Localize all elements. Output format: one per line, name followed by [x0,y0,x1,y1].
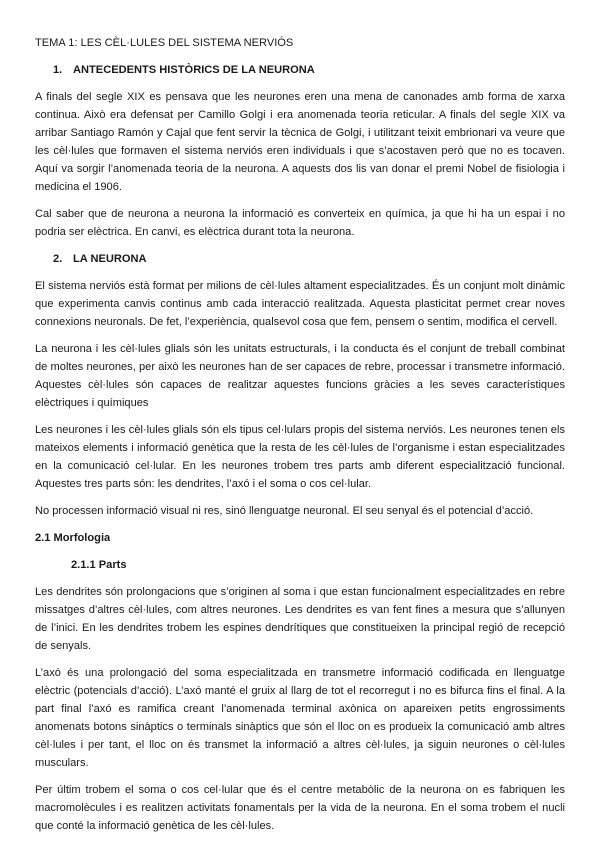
paragraph: L’axó és una prolongació del soma especialitzada en transmetre informació codificada en llenguatge elèctric (potencials d’acció). L’axó manté el gruix al llarg de tot el recorregut i no es bifurca fins el final. A la part final l’axó es ramifica creant l’anomenada terminal axònica on apareixen petits engrossiments anomenats botons sinàptics o terminals sinàptics que són el lloc on es produeix la comunicació amb altres cèl·lules i per tant, el lloc on és transmet la informació a altres cèl·lules, ja siguin neurones o cèl·lules musculars. [35,667,565,769]
paragraph: El sistema nerviós està format per milions de cèl·lules altament especialitzades. És un conjunt molt dinàmic que experimenta canvis continus amb cada interacció realitzada. Aquesta plasticitat permet crear noves connexions neuronals. De fet, l’experiència, qualsevol cosa que fem, pensem o sentim, modifica el cervell. [35,280,565,328]
paragraph: La neurona i les cèl·lules glials són les unitats estructurals, i la conducta és el conjunt de treball combinat de moltes neurones, per això les neurones han de ser capaces de rebre, processar i transmetre informació. Aquestes cèl·lules són capaces de realitzar aquestes funcions gràcies a les seves característiques elèctriques i químiques [35,343,565,409]
paragraph: A finals del segle XIX es pensava que les neurones eren una mena de canonades amb forma de xarxa continua. Això era defensat per Camillo Golgi i era anomenada teoria reticular. A finals del segle XIX va arribar Santiago Ramón y Cajal que fent servir la tècnica de Golgi, i utilitzant teixit embrionari va veure que les cèl·lules que formaven el sistema nerviós eren individuals i que s’acostaven però que no es tocaven. Aquí va sorgir l’anomenada teoria de la neurona. A aquests dos lis van donar el premi Nobel de fisiologia i medicina el 1906. [35,91,565,193]
paragraph: Les neurones i les cèl·lules glials són els tipus cel·lulars propis del sistema nerviós. Les neurones tenen els mateixos elements i informació genètica que la resta de les cèl·lules de l’organisme i estan especialitzades en la comunicació cel·lular. En les neurones trobem tres parts amb diferent especialització funcional. Aquestes tres parts són: les dendrites, l’axó i el soma o cos cel·lular. [35,424,565,490]
subsection-heading-morfologia: 2.1 Morfologia [35,532,111,544]
paragraph: Per últim trobem el soma o cos cel·lular que és el centre metabòlic de la neurona on es fabriquen les macromolècules i es realitzen activitats fonamentals per la vida de la neurona. En el soma trobem el nucli que conté la informació genètica de les cèl·lules. [35,784,565,832]
section-number: 1. [53,64,63,76]
section-heading-neurona [35,250,565,268]
paragraph: No processen informació visual ni res, sinó llenguatge neuronal. El seu senyal és el potencial d’acció. [35,505,534,517]
document-title: TEMA 1: LES CÈL·LULES DEL SISTEMA NERVIÓS [35,37,294,49]
section-title: ANTECEDENTS HISTÒRICS DE LA NEURONA [73,64,315,76]
section-number: 2. [53,253,63,265]
document-page [35,34,565,844]
paragraph: Les dendrites són prolongacions que s’originen al soma i que estan funcionalment especialitzades en rebre missatges d’altres cèl·lules, com altres neurones. Les dendrites es van fent fines a mesura que s’allunyen de l’inici. En les dendrites trobem les espines dendrítiques que constitueixen la principal regió de recepció de senyals. [35,586,565,652]
subsubsection-heading-parts: 2.1.1 Parts [71,559,127,571]
section-heading-antecedents [35,61,565,79]
section-title: LA NEURONA [73,253,147,265]
paragraph: Cal saber que de neurona a neurona la informació es converteix en química, ja que hi ha un espai i no podria ser elèctrica. En canvi, es elèctrica durant tota la neurona. [35,208,565,238]
